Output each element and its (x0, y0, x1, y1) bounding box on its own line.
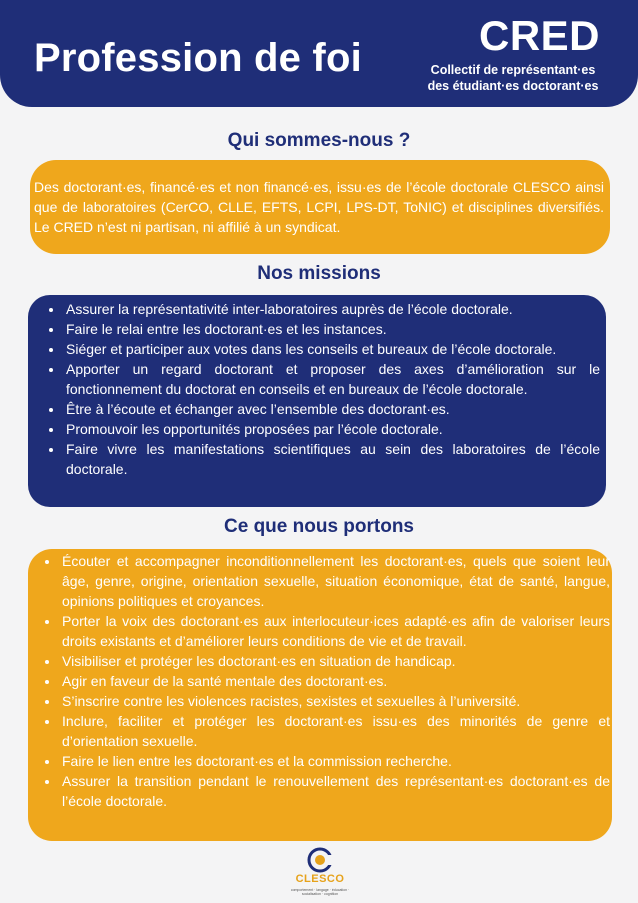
missions-item: • Apporter un regard doctorant et proposer des axes d’amélioration sur le fonctionnement du doctorat en conseils et en bureaux de l’école doctorale. (64, 359, 600, 399)
who-box (30, 160, 610, 254)
clesco-logo (290, 845, 350, 900)
missions-item: • Assurer la représentativité inter-laboratoires auprès de l’école doctorale. (64, 299, 600, 319)
subtitle-line-2: des étudiant·es doctorant·es (427, 79, 599, 93)
missions-heading: Nos missions (257, 263, 381, 284)
values-item: • Agir en faveur de la santé mentale des doctorant·es. (60, 671, 610, 691)
missions-box (28, 295, 606, 507)
clesco-wordmark: CLESCO (295, 873, 345, 885)
values-item: • Porter la voix des doctorant·es aux interlocuteur·ices adapté·es afin de valoriser leurs droits existants et d’améliorer leurs conditions de vie et de travail. (60, 611, 610, 651)
values-item: • S’inscrire contre les violences racistes, sexistes et sexuelles à l’université. (60, 691, 610, 711)
cred-acronym: CRED (478, 12, 600, 59)
subtitle-line-1: Collectif de représentant·es (430, 63, 596, 77)
values-box (28, 549, 612, 841)
page-title: Profession de foi (34, 36, 362, 80)
missions-item: • Promouvoir les opportunités proposées par l’école doctorale. (64, 419, 600, 439)
values-item: • Visibiliser et protéger les doctorant·es en situation de handicap. (60, 651, 610, 671)
header-banner (0, 0, 638, 107)
cred-subtitle (398, 62, 628, 94)
clesco-caption: comportement · langage · éducation · socialisation · cognition (290, 888, 350, 896)
clesco-emblem-icon (290, 845, 350, 875)
values-item: • Inclure, faciliter et protéger les doctorant·es issu·es des minorités de genre et d’orientation sexuelle. (60, 711, 610, 751)
who-text: Des doctorant·es, financé·es et non financé·es, issu·es de l’école doctorale CLESCO ainsi que de laboratoires (CerCO, CLLE, EFTS, LCPI, LPS-DT, ToNIC) et disciplines diversifiés. Le CRED n’est ni partisan, ni affilié à un syndicat. (34, 179, 604, 235)
values-item: • Faire le lien entre les doctorant·es et la commission recherche. (60, 751, 610, 771)
values-item: • Assurer la transition pendant le renouvellement des représentant·es doctorant·es de l’école doctorale. (60, 771, 610, 811)
values-item: • Écouter et accompagner inconditionnellement les doctorant·es, quels que soient leur âge, genre, origine, orientation sexuelle, situation économique, état de santé, langue, opinions politiques et croyances. (60, 551, 610, 611)
missions-item: • Siéger et participer aux votes dans les conseils et bureaux de l’école doctorale. (64, 339, 600, 359)
missions-item: • Être à l’écoute et échanger avec l’ensemble des doctorant·es. (64, 399, 600, 419)
values-list (34, 551, 610, 811)
values-heading: Ce que nous portons (224, 516, 414, 537)
missions-item: • Faire le relai entre les doctorant·es et les instances. (64, 319, 600, 339)
who-heading: Qui sommes-nous ? (227, 130, 411, 151)
missions-list (38, 299, 600, 479)
missions-item: • Faire vivre les manifestations scientifiques au sein des laboratoires de l’école doctorale. (64, 439, 600, 479)
